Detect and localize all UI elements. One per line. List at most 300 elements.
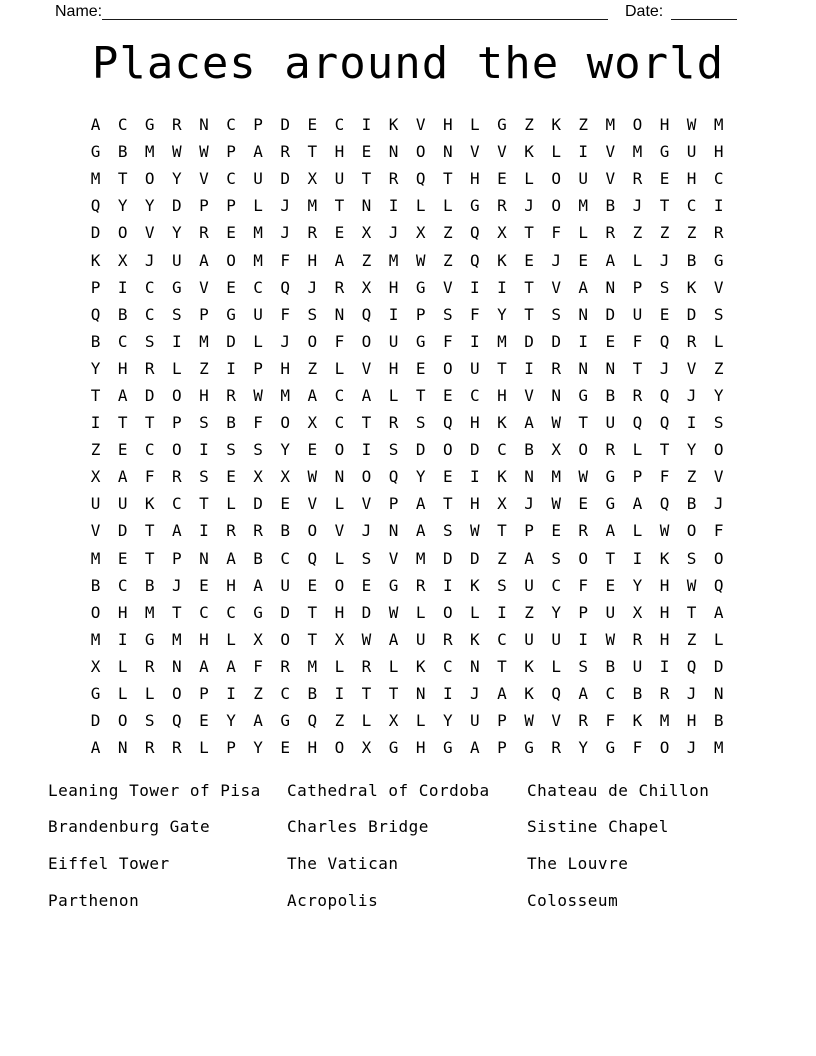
grid-cell: P xyxy=(253,358,263,378)
grid-cell: L xyxy=(415,711,426,731)
grid-cell: C xyxy=(117,331,128,351)
grid-cell: Y xyxy=(578,738,589,758)
grid-cell: H xyxy=(686,711,697,731)
grid-cell: N xyxy=(470,656,480,676)
grid-cell: L xyxy=(524,169,534,189)
grid-cell: C xyxy=(497,629,507,649)
grid-cell: B xyxy=(605,656,616,676)
grid-cell: F xyxy=(659,467,670,487)
grid-cell: O xyxy=(442,440,453,460)
grid-row xyxy=(82,246,732,273)
grid-cell: E xyxy=(442,385,453,405)
grid-cell: P xyxy=(172,548,182,568)
grid-cell: C xyxy=(497,440,507,460)
grid-cell: Z xyxy=(90,440,101,460)
grid-cell: L xyxy=(117,656,128,676)
grid-cell: X xyxy=(361,277,372,297)
grid-cell: O xyxy=(307,331,318,351)
grid-cell: O xyxy=(144,169,155,189)
grid-cell: A xyxy=(199,656,209,676)
grid-cell: E xyxy=(605,331,616,351)
grid-cell: R xyxy=(172,738,182,758)
grid-cell: B xyxy=(253,548,263,568)
grid-cell: V xyxy=(713,277,724,297)
grid-cell: T xyxy=(388,684,399,704)
grid-cell: C xyxy=(117,575,128,595)
grid-cell: Q xyxy=(361,304,372,324)
grid-cell: L xyxy=(334,656,345,676)
grid-cell: J xyxy=(470,684,480,704)
grid-cell: C xyxy=(334,413,345,433)
grid-cell: G xyxy=(442,738,453,758)
grid-cell: Z xyxy=(524,602,534,622)
grid-cell: J xyxy=(551,250,561,270)
grid-cell: Q xyxy=(686,656,697,676)
grid-cell: T xyxy=(361,684,372,704)
grid-cell: I xyxy=(659,656,670,676)
grid-cell: J xyxy=(686,684,697,704)
grid-cell: G xyxy=(280,711,291,731)
grid-cell: U xyxy=(470,711,480,731)
grid-cell: G xyxy=(172,277,182,297)
grid-cell: C xyxy=(334,385,345,405)
grid-cell: V xyxy=(713,467,724,487)
grid-cell: J xyxy=(524,196,534,216)
grid-cell: Z xyxy=(713,358,724,378)
grid-cell: E xyxy=(524,250,534,270)
grid-cell: A xyxy=(117,467,128,487)
grid-cell: O xyxy=(578,548,589,568)
grid-cell: I xyxy=(632,548,643,568)
grid-cell: A xyxy=(199,250,209,270)
grid-cell: U xyxy=(524,575,534,595)
grid-cell: Q xyxy=(632,413,643,433)
grid-cell: V xyxy=(361,494,372,514)
grid-cell: V xyxy=(361,358,372,378)
grid-cell: Z xyxy=(442,250,453,270)
grid-cell: T xyxy=(144,413,155,433)
grid-cell: G xyxy=(470,196,480,216)
grid-cell: E xyxy=(117,440,128,460)
grid-cell: E xyxy=(226,223,236,243)
grid-cell: N xyxy=(578,358,589,378)
grid-cell: O xyxy=(117,711,128,731)
word-item: Brandenburg Gate xyxy=(48,817,211,837)
grid-cell: N xyxy=(605,277,616,297)
grid-cell: H xyxy=(280,358,291,378)
grid-cell: V xyxy=(605,169,616,189)
grid-cell: B xyxy=(226,413,236,433)
grid-cell: K xyxy=(415,656,426,676)
word-item: The Vatican xyxy=(287,853,399,873)
grid-cell: G xyxy=(605,738,616,758)
grid-cell: A xyxy=(578,277,589,297)
grid-cell: T xyxy=(307,142,318,162)
name-fill-line[interactable] xyxy=(102,2,608,20)
grid-cell: S xyxy=(253,440,263,460)
grid-cell: O xyxy=(442,602,453,622)
grid-cell: H xyxy=(307,250,318,270)
grid-cell: P xyxy=(632,467,643,487)
grid-cell: M xyxy=(307,656,318,676)
grid-cell: S xyxy=(172,304,182,324)
grid-row xyxy=(82,599,732,626)
grid-cell: F xyxy=(280,250,291,270)
grid-cell: C xyxy=(253,277,263,297)
grid-cell: Q xyxy=(415,169,426,189)
grid-cell: L xyxy=(713,331,724,351)
grid-cell: V xyxy=(388,548,399,568)
grid-cell: P xyxy=(388,494,399,514)
grid-cell: H xyxy=(659,575,670,595)
grid-cell: H xyxy=(659,629,670,649)
grid-cell: Y xyxy=(497,304,507,324)
grid-cell: G xyxy=(226,304,236,324)
grid-cell: X xyxy=(307,169,318,189)
grid-cell: K xyxy=(497,413,507,433)
grid-row xyxy=(82,436,732,463)
page-title: Places around the world xyxy=(91,38,725,89)
grid-cell: S xyxy=(415,413,426,433)
grid-cell: Z xyxy=(632,223,643,243)
grid-cell: M xyxy=(632,142,643,162)
page-header xyxy=(55,2,737,24)
grid-cell: H xyxy=(713,142,724,162)
grid-cell: Q xyxy=(90,196,101,216)
grid-cell: U xyxy=(551,629,561,649)
grid-cell: L xyxy=(253,331,263,351)
grid-cell: K xyxy=(632,711,643,731)
grid-cell: T xyxy=(415,385,426,405)
grid-cell: A xyxy=(605,521,616,541)
grid-cell: I xyxy=(388,304,399,324)
grid-cell: L xyxy=(226,494,236,514)
grid-cell: S xyxy=(361,548,372,568)
grid-cell: T xyxy=(144,548,155,568)
grid-cell: T xyxy=(334,196,345,216)
grid-cell: G xyxy=(253,602,263,622)
grid-cell: W xyxy=(686,115,697,135)
word-item: Cathedral of Cordoba xyxy=(287,780,490,800)
grid-cell: N xyxy=(334,304,345,324)
grid-cell: Q xyxy=(470,223,480,243)
grid-cell: T xyxy=(632,358,643,378)
grid-cell: W xyxy=(551,413,561,433)
grid-cell: I xyxy=(578,629,589,649)
grid-cell: S xyxy=(686,548,697,568)
grid-cell: E xyxy=(551,521,561,541)
grid-cell: G xyxy=(90,142,101,162)
grid-cell: N xyxy=(388,142,399,162)
grid-cell: T xyxy=(307,629,318,649)
grid-cell: K xyxy=(497,250,507,270)
grid-cell: H xyxy=(334,142,345,162)
grid-cell: I xyxy=(497,277,507,297)
grid-cell: R xyxy=(605,223,616,243)
grid-cell: U xyxy=(415,629,426,649)
grid-cell: V xyxy=(442,277,453,297)
grid-cell: H xyxy=(199,385,209,405)
grid-cell: K xyxy=(524,684,534,704)
grid-cell: I xyxy=(334,684,345,704)
grid-cell: I xyxy=(686,413,697,433)
grid-cell: E xyxy=(199,575,209,595)
grid-cell: F xyxy=(551,223,561,243)
grid-cell: C xyxy=(442,656,453,676)
grid-cell: T xyxy=(497,656,507,676)
grid-row xyxy=(82,626,732,653)
grid-cell: Q xyxy=(90,304,101,324)
grid-row xyxy=(82,274,732,301)
grid-cell: Q xyxy=(659,494,670,514)
grid-cell: I xyxy=(470,467,480,487)
grid-cell: W xyxy=(686,575,697,595)
grid-cell: H xyxy=(226,575,236,595)
grid-cell: B xyxy=(117,304,128,324)
grid-cell: C xyxy=(686,196,697,216)
grid-cell: C xyxy=(470,385,480,405)
grid-cell: U xyxy=(632,304,643,324)
grid-cell: P xyxy=(524,521,534,541)
grid-cell: M xyxy=(280,385,291,405)
grid-cell: R xyxy=(334,277,345,297)
grid-cell: O xyxy=(361,331,372,351)
grid-cell: J xyxy=(280,196,291,216)
grid-row xyxy=(82,355,732,382)
grid-cell: L xyxy=(415,196,426,216)
grid-cell: L xyxy=(144,684,155,704)
grid-cell: X xyxy=(388,711,399,731)
grid-cell: G xyxy=(415,277,426,297)
grid-cell: B xyxy=(686,494,697,514)
grid-cell: O xyxy=(713,548,724,568)
grid-cell: A xyxy=(90,115,101,135)
grid-cell: H xyxy=(497,385,507,405)
grid-cell: F xyxy=(713,521,724,541)
grid-cell: L xyxy=(713,629,724,649)
grid-cell: A xyxy=(253,711,263,731)
grid-cell: W xyxy=(415,250,426,270)
grid-cell: T xyxy=(497,521,507,541)
grid-cell: L xyxy=(226,629,236,649)
grid-cell: C xyxy=(280,548,291,568)
grid-cell: M xyxy=(388,250,399,270)
date-fill-line[interactable] xyxy=(671,2,737,20)
grid-cell: K xyxy=(470,575,480,595)
grid-cell: H xyxy=(117,602,128,622)
grid-cell: M xyxy=(253,250,263,270)
grid-cell: I xyxy=(524,358,534,378)
grid-cell: Y xyxy=(551,602,561,622)
grid-cell: V xyxy=(551,711,561,731)
grid-cell: C xyxy=(713,169,724,189)
grid-row xyxy=(82,707,732,734)
grid-cell: U xyxy=(388,331,399,351)
grid-row xyxy=(82,517,732,544)
grid-cell: W xyxy=(388,602,399,622)
grid-cell: B xyxy=(90,331,101,351)
grid-cell: M xyxy=(172,629,182,649)
grid-cell: V xyxy=(524,385,534,405)
grid-cell: S xyxy=(713,304,724,324)
grid-cell: C xyxy=(334,115,345,135)
grid-cell: Y xyxy=(144,196,155,216)
grid-cell: T xyxy=(524,277,534,297)
grid-cell: D xyxy=(280,115,291,135)
grid-cell: H xyxy=(659,115,670,135)
grid-cell: I xyxy=(470,277,480,297)
grid-cell: S xyxy=(442,304,453,324)
grid-cell: R xyxy=(253,521,263,541)
grid-cell: Q xyxy=(551,684,561,704)
grid-cell: R xyxy=(551,738,561,758)
grid-row xyxy=(82,653,732,680)
grid-cell: L xyxy=(388,385,399,405)
grid-cell: J xyxy=(144,250,155,270)
grid-cell: V xyxy=(551,277,561,297)
grid-cell: V xyxy=(307,494,318,514)
grid-cell: Z xyxy=(497,548,507,568)
grid-cell: N xyxy=(117,738,128,758)
grid-cell: M xyxy=(90,548,101,568)
grid-cell: X xyxy=(361,223,372,243)
grid-cell: G xyxy=(524,738,534,758)
grid-cell: S xyxy=(388,440,399,460)
grid-cell: O xyxy=(659,738,670,758)
grid-cell: Z xyxy=(199,358,209,378)
grid-row xyxy=(82,680,732,707)
grid-cell: Z xyxy=(686,467,697,487)
grid-cell: M xyxy=(713,115,724,135)
grid-cell: Z xyxy=(334,711,345,731)
grid-cell: R xyxy=(551,358,561,378)
grid-cell: I xyxy=(361,115,372,135)
grid-cell: E xyxy=(605,575,616,595)
grid-cell: G xyxy=(388,738,399,758)
word-item: Parthenon xyxy=(48,890,140,910)
grid-cell: U xyxy=(524,629,534,649)
grid-cell: K xyxy=(388,115,399,135)
grid-cell: L xyxy=(253,196,263,216)
grid-cell: G xyxy=(90,684,101,704)
grid-cell: X xyxy=(334,629,345,649)
word-search-grid xyxy=(82,111,732,761)
grid-cell: O xyxy=(686,521,697,541)
grid-row xyxy=(82,490,732,517)
grid-cell: O xyxy=(334,440,345,460)
grid-cell: G xyxy=(713,250,724,270)
grid-cell: M xyxy=(578,196,589,216)
grid-cell: A xyxy=(415,521,426,541)
grid-cell: X xyxy=(632,602,643,622)
grid-cell: C xyxy=(144,277,155,297)
grid-cell: D xyxy=(524,331,534,351)
grid-cell: A xyxy=(253,575,263,595)
grid-row xyxy=(82,572,732,599)
grid-cell: L xyxy=(388,656,399,676)
grid-cell: H xyxy=(686,169,697,189)
grid-cell: Z xyxy=(659,223,670,243)
grid-cell: T xyxy=(686,602,697,622)
grid-cell: W xyxy=(199,142,209,162)
grid-cell: L xyxy=(442,196,453,216)
grid-row xyxy=(82,382,732,409)
grid-cell: F xyxy=(334,331,345,351)
grid-cell: S xyxy=(199,413,209,433)
grid-cell: K xyxy=(144,494,155,514)
grid-cell: R xyxy=(659,684,670,704)
grid-cell: K xyxy=(659,548,670,568)
grid-cell: G xyxy=(415,331,426,351)
grid-cell: I xyxy=(117,629,128,649)
grid-cell: A xyxy=(470,738,480,758)
grid-cell: V xyxy=(605,142,616,162)
grid-cell: X xyxy=(415,223,426,243)
grid-cell: L xyxy=(172,358,182,378)
grid-cell: F xyxy=(632,738,643,758)
grid-cell: T xyxy=(307,602,318,622)
grid-cell: X xyxy=(253,467,263,487)
grid-cell: Q xyxy=(659,331,670,351)
grid-cell: A xyxy=(497,684,507,704)
grid-cell: N xyxy=(524,467,534,487)
grid-cell: I xyxy=(172,331,182,351)
grid-row xyxy=(82,734,732,761)
grid-cell: Z xyxy=(686,629,697,649)
grid-cell: O xyxy=(578,440,589,460)
grid-cell: M xyxy=(415,548,426,568)
grid-cell: P xyxy=(497,711,507,731)
grid-cell: C xyxy=(280,684,291,704)
grid-cell: C xyxy=(226,169,236,189)
grid-row xyxy=(82,111,732,138)
grid-cell: A xyxy=(361,385,372,405)
grid-cell: S xyxy=(144,331,155,351)
word-item: The Louvre xyxy=(527,853,629,873)
grid-cell: D xyxy=(172,196,182,216)
grid-cell: I xyxy=(578,142,589,162)
grid-cell: M xyxy=(659,711,670,731)
grid-cell: H xyxy=(470,169,480,189)
grid-cell: T xyxy=(442,169,453,189)
grid-cell: Y xyxy=(117,196,128,216)
grid-cell: H xyxy=(388,358,399,378)
grid-cell: B xyxy=(117,142,128,162)
grid-cell: V xyxy=(144,223,155,243)
grid-cell: U xyxy=(90,494,101,514)
grid-cell: M xyxy=(605,115,616,135)
grid-cell: B xyxy=(713,711,724,731)
grid-cell: P xyxy=(632,277,643,297)
grid-cell: N xyxy=(442,142,453,162)
grid-cell: R xyxy=(280,656,291,676)
grid-cell: J xyxy=(361,521,372,541)
grid-cell: T xyxy=(172,602,182,622)
grid-cell: G xyxy=(497,115,507,135)
grid-cell: L xyxy=(578,223,589,243)
grid-cell: R xyxy=(442,629,453,649)
grid-cell: R xyxy=(172,467,182,487)
grid-cell: P xyxy=(497,738,507,758)
grid-cell: P xyxy=(578,602,589,622)
word-item: Colosseum xyxy=(527,890,619,910)
grid-cell: N xyxy=(199,115,209,135)
grid-cell: K xyxy=(90,250,101,270)
grid-cell: B xyxy=(605,385,616,405)
grid-cell: A xyxy=(307,385,318,405)
grid-cell: K xyxy=(497,467,507,487)
grid-cell: J xyxy=(686,385,697,405)
